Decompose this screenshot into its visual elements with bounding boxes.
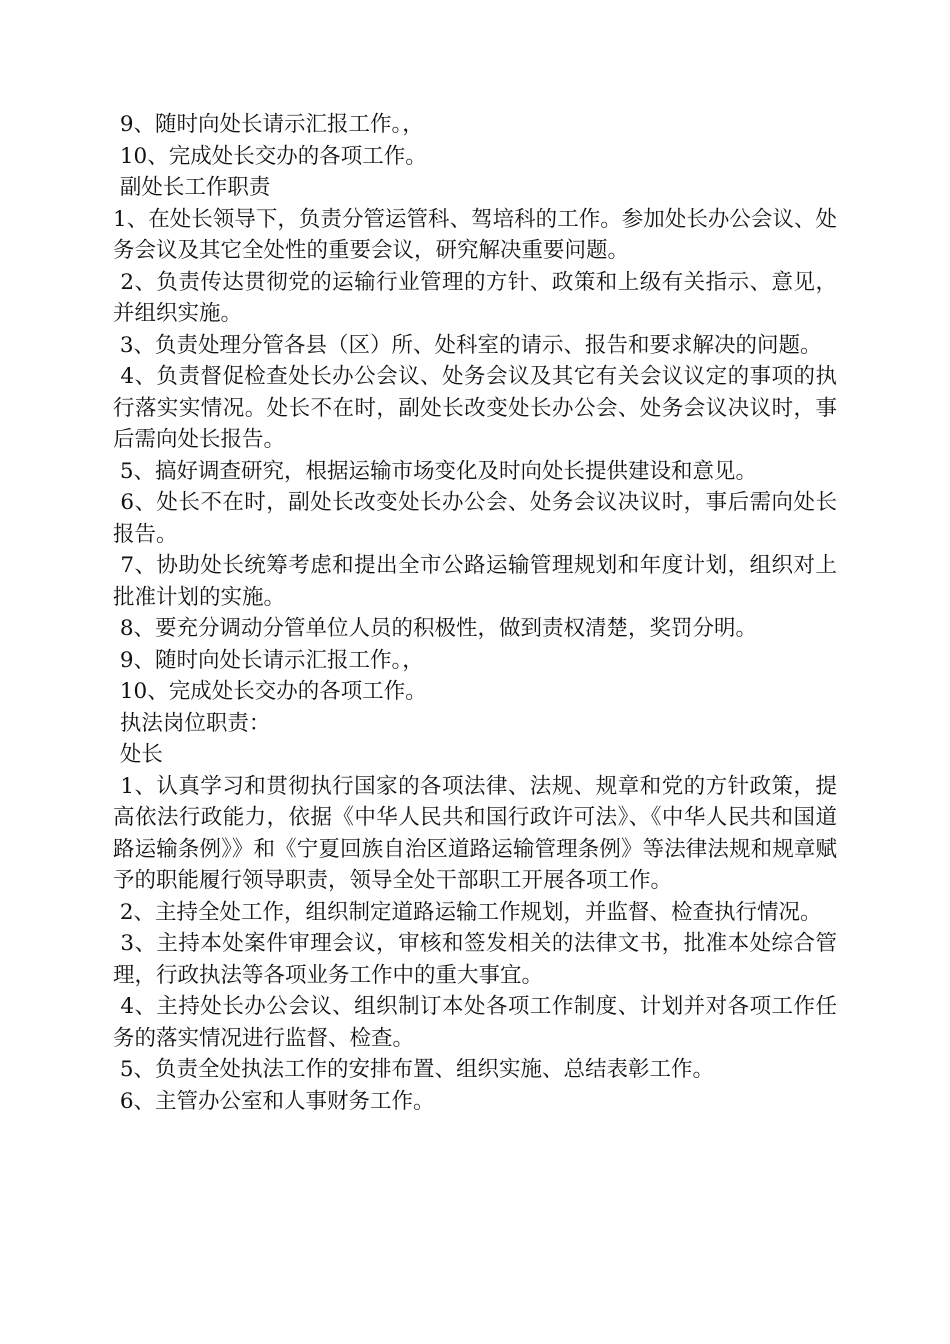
paragraph-director-item-4: 4、主持处长办公会议、组织制订本处各项工作制度、计划并对各项工作任务的落实情况进行监督、检查。 <box>113 994 837 1051</box>
paragraph-item-9-report: 9、随时向处长请示汇报工作。， <box>113 112 424 137</box>
paragraph-director-item-6: 6、主管办公室和人事财务工作。 <box>113 1088 435 1114</box>
paragraph-director-item-5: 5、负责全处执法工作的安排布置、组织实施、总结表彰工作。 <box>113 1057 715 1082</box>
paragraph-deputy-item-1: 1、在处长领导下，负责分管运管科、驾培科的工作。参加处长办公会议、处务会议及其它全处性的重要会议，研究解决重要问题。 <box>113 206 837 263</box>
paragraph-item-10-assigned-work: 10、完成处长交办的各项工作。 <box>113 143 427 169</box>
paragraph-deputy-item-6: 6、处长不在时，副处长改变处长办公会、处务会议决议时，事后需向处长报告。 <box>113 490 837 547</box>
paragraph-director-item-1: 1、认真学习和贯彻执行国家的各项法律、法规、规章和党的方针政策，提高依法行政能力，依据《中华人民共和国行政许可法》、《中华人民共和国道路运输条例》》和《宁夏回族自治区道路运输管理条例》等法律法规和规章赋予的职能履行领导职责，领导全处干部职工开展各项工作。 <box>113 773 837 893</box>
paragraph-director-item-3: 3、主持本处案件审理会议，审核和签发相关的法律文书，批准本处综合管理，行政执法等各项业务工作中的重大事宜。 <box>113 931 837 988</box>
paragraph-deputy-item-4: 4、负责督促检查处长办公会议、处务会议及其它有关会议议定的事项的执行落实实情况。处长不在时，副处长改变处长办公会、处务会议决议时，事后需向处长报告。 <box>113 364 837 452</box>
section-heading-enforcement-duties: 执法岗位职责： <box>113 710 271 736</box>
paragraph-deputy-item-8: 8、要充分调动分管单位人员的积极性，做到责权清楚，奖罚分明。 <box>113 616 758 641</box>
paragraph-deputy-item-3: 3、负责处理分管各县（区）所、处科室的请示、报告和要求解决的问题。 <box>113 332 822 358</box>
paragraph-deputy-item-10: 10、完成处长交办的各项工作。 <box>113 679 427 704</box>
paragraph-deputy-item-9: 9、随时向处长请示汇报工作。， <box>113 647 424 673</box>
paragraph-deputy-item-5: 5、搞好调查研究，根据运输市场变化及时向处长提供建设和意见。 <box>113 458 758 484</box>
subheading-director: 处长 <box>113 742 163 767</box>
paragraph-deputy-item-7: 7、协助处长统筹考虑和提出全市公路运输管理规划和年度计划，组织对上批准计划的实施。 <box>113 553 837 610</box>
paragraph-deputy-item-2: 2、负责传达贯彻党的运输行业管理的方针、政策和上级有关指示、意见，并组织实施。 <box>113 269 837 326</box>
section-heading-deputy-director: 副处长工作职责 <box>113 175 271 200</box>
document-page <box>113 109 837 1117</box>
paragraph-director-item-2: 2、主持全处工作，组织制定道路运输工作规划，并监督、检查执行情况。 <box>113 899 822 925</box>
